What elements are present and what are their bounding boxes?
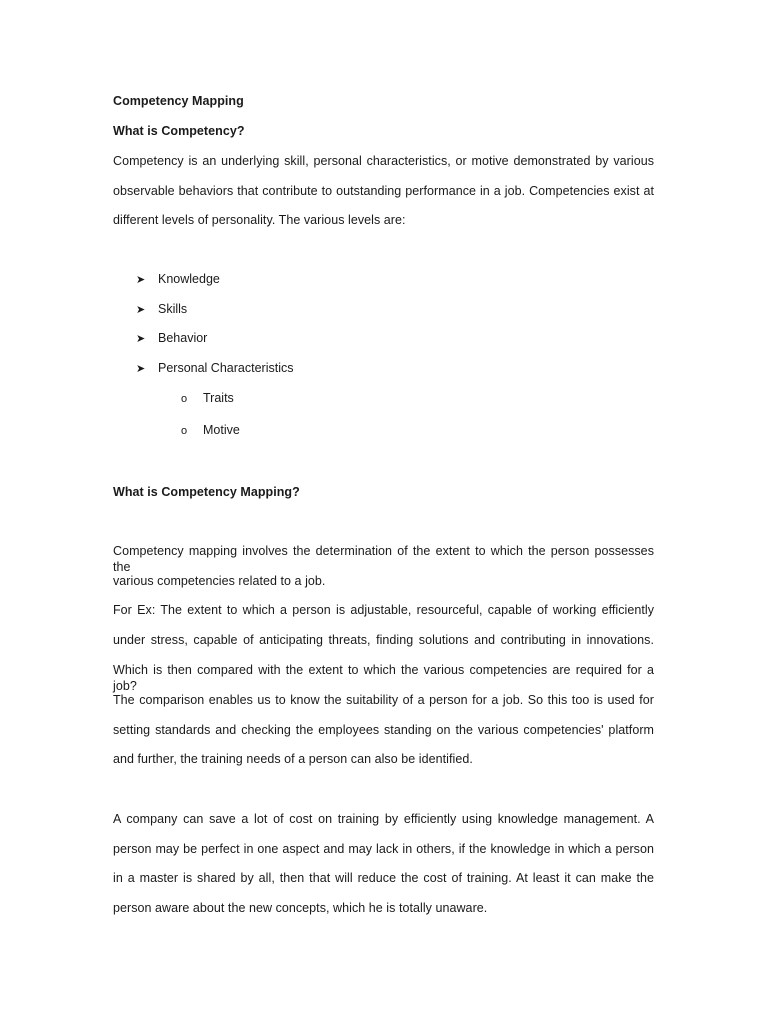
paragraph-line: various competencies related to a job.: [113, 574, 326, 588]
arrow-bullet-icon: ➤: [136, 333, 146, 345]
sub-list-item: [181, 422, 240, 439]
paragraph-line: person may be perfect in one aspect and may lack in others, if the knowledge in which a person: [113, 842, 654, 856]
heading-what-is-competency: What is Competency?: [113, 124, 245, 138]
list-item-label: Skills: [158, 302, 188, 316]
paragraph-line: setting standards and checking the employees standing on the various competencies' platform: [113, 723, 654, 737]
list-item-label: Knowledge: [158, 272, 220, 286]
list-item: [136, 301, 187, 318]
paragraph-line: For Ex: The extent to which a person is adjustable, resourceful, capable of working efficiently: [113, 603, 654, 617]
arrow-bullet-icon: ➤: [136, 274, 146, 286]
paragraph-line: The comparison enables us to know the suitability of a person for a job. So this too is used for: [113, 693, 654, 707]
circle-bullet-icon: o: [181, 393, 188, 405]
paragraph-line: different levels of personality. The various levels are:: [113, 213, 406, 227]
heading-what-is-competency-mapping: What is Competency Mapping?: [113, 485, 300, 499]
paragraph-line: and further, the training needs of a person can also be identified.: [113, 752, 473, 766]
list-item: [136, 360, 293, 377]
sub-list-item-label: Traits: [203, 391, 234, 405]
paragraph-line: Competency is an underlying skill, personal characteristics, or motive demonstrated by various: [113, 154, 654, 168]
paragraph-line: person aware about the new concepts, which he is totally unaware.: [113, 901, 488, 915]
paragraph-line: Competency mapping involves the determination of the extent to which the person possesses the: [113, 544, 654, 574]
paragraph-line: A company can save a lot of cost on training by efficiently using knowledge management. A: [113, 812, 654, 826]
arrow-bullet-icon: ➤: [136, 304, 146, 316]
list-item: [136, 271, 220, 288]
document-title: Competency Mapping: [113, 94, 244, 108]
sub-list-item: [181, 390, 234, 407]
list-item-label: Personal Characteristics: [158, 361, 294, 375]
paragraph-line: observable behaviors that contribute to outstanding performance in a job. Competencies exist at: [113, 184, 654, 198]
circle-bullet-icon: o: [181, 425, 188, 437]
paragraph-line: in a master is shared by all, then that will reduce the cost of training. At least it can make the: [113, 871, 654, 885]
arrow-bullet-icon: ➤: [136, 363, 146, 375]
sub-list-item-label: Motive: [203, 423, 240, 437]
list-item: [136, 330, 207, 347]
list-item-label: Behavior: [158, 331, 208, 345]
paragraph-line: Which is then compared with the extent to which the various competencies are required for a job?: [113, 663, 654, 693]
paragraph-line: under stress, capable of anticipating threats, finding solutions and contributing in innovations.: [113, 633, 654, 647]
